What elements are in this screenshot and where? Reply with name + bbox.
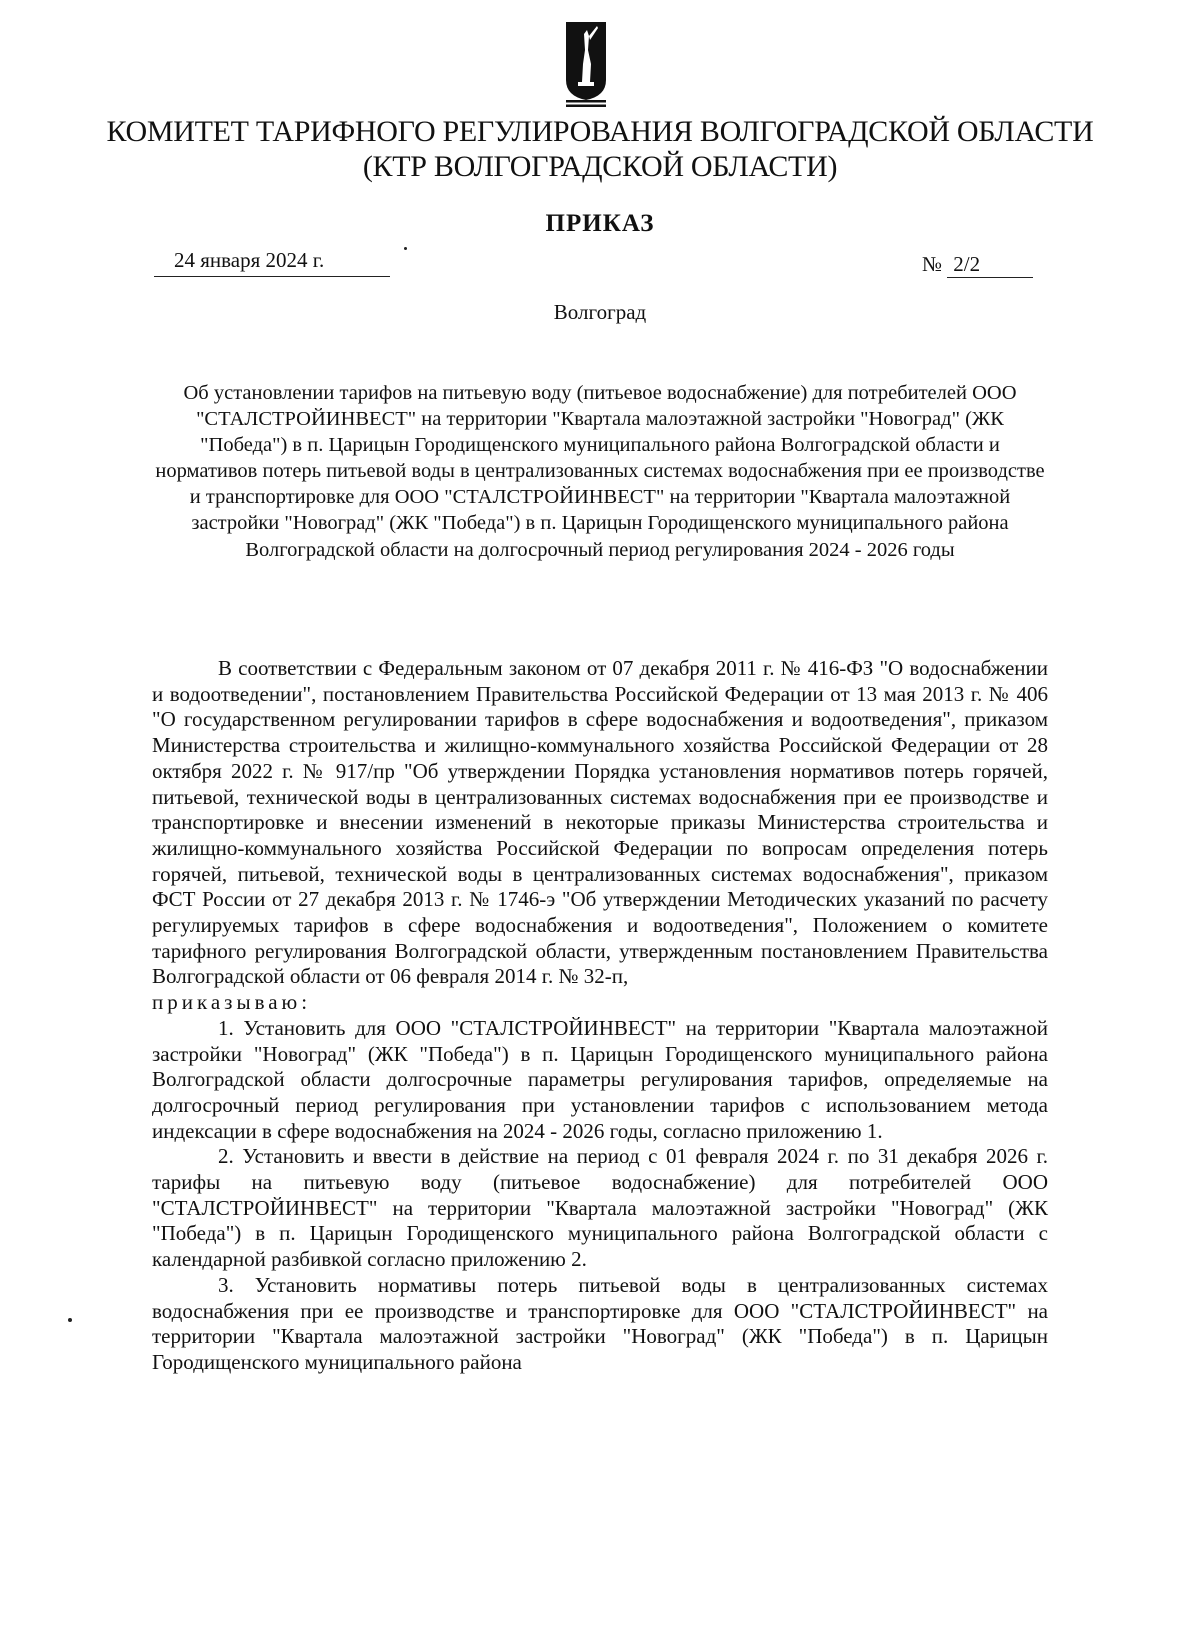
order-body: [152, 656, 1048, 1376]
volgograd-coat-of-arms-icon: [564, 20, 608, 108]
scan-speck: [404, 247, 407, 250]
organization-name: КОМИТЕТ ТАРИФНОГО РЕГУЛИРОВАНИЯ ВОЛГОГРАДСКОЙ ОБЛАСТИ: [106, 115, 1094, 148]
order-subject-title: Об установлении тарифов на питьевую воду (питьевое водоснабжение) для потребителей ООО "СТАЛСТРОЙИНВЕСТ" на территории "Квартала малоэтажной застройки "Новоград" (ЖК "Победа") в п. Царицын Городищенского муниципального района Волгоградской области и нормативов потерь питьевой воды в централизованных системах водоснабжения при ее производстве и транспортировке для ООО "СТАЛСТРОЙИНВЕСТ" на территории "Квартала малоэтажной застройки "Новоград" (ЖК "Победа") в п. Царицын Городищенского муниципального района Волгоградской области на долгосрочный период регулирования 2024 - 2026 годы: [155, 382, 1045, 561]
order-date: 24 января 2024 г.: [154, 248, 390, 277]
organization-short-name: (КТР ВОЛГОГРАДСКОЙ ОБЛАСТИ): [362, 150, 838, 183]
number-sign: №: [922, 252, 943, 276]
preamble-paragraph: В соответствии с Федеральным законом от 07 декабря 2011 г. № 416-ФЗ "О водоснабжении и водоотведении", постановлением Правительства Российской Федерации от 13 мая 2013 г. № 406 "О государственном регулировании тарифов в сфере водоснабжения и водоотведения", приказом Министерства строительства и жилищно-коммунального хозяйства Российской Федерации от 28 октября 2022 г. № 917/пр "Об утверждении Порядка установления нормативов потерь горячей, питьевой, технической воды в централизованных системах водоснабжения при ее производстве и транспортировке и внесении изменений в некоторые приказы Министерства строительства и жилищно-коммунального хозяйства Российской Федерации по вопросам определения потерь горячей, питьевой, технической воды в централизованных системах водоснабжения", приказом ФСТ России от 27 декабря 2013 г. № 1746-э "Об утверждении Методических указаний по расчету регулируемых тарифов в сфере водоснабжения и водоотведения", Положением о комитете тарифного регулирования Волгоградской области, утвержденным постановлением Правительства Волгоградской области от 06 февраля 2014 г. № 32-п,: [152, 656, 1048, 989]
document-type-title: ПРИКАЗ: [545, 210, 655, 237]
scan-speck: [68, 1318, 72, 1322]
item-1-paragraph: 1. Установить для ООО "СТАЛСТРОЙИНВЕСТ" на территории "Квартала малоэтажной застройки "Новоград" (ЖК "Победа") в п. Царицын Городищенского муниципального района Волгоградской области долгосрочные параметры регулирования тарифов, определяемые на долгосрочный период регулирования при установлении тарифов с использованием метода индексации в сфере водоснабжения на 2024 - 2026 годы, согласно приложению 1.: [152, 1015, 1048, 1143]
item-3-paragraph: 3. Установить нормативы потерь питьевой воды в централизованных системах водоснабжения при ее производстве и транспортировке для ООО "СТАЛСТРОЙИНВЕСТ" на территории "Квартала малоэтажной застройки "Новоград" (ЖК "Победа") в п. Царицын Городищенского муниципального района: [152, 1272, 1048, 1374]
item-2-paragraph: 2. Установить и ввести в действие на период с 01 февраля 2024 г. по 31 декабря 2026 г. тарифы на питьевую воду (питьевое водоснабжение) для потребителей ООО "СТАЛСТРОЙИНВЕСТ" на территории "Квартала малоэтажной застройки "Новоград" (ЖК "Победа") в п. Царицын Городищенского муниципального района Волгоградской области с календарной разбивкой согласно приложению 2.: [152, 1144, 1048, 1272]
order-number: [922, 252, 1033, 278]
order-city: Волгоград: [553, 300, 647, 324]
order-word: приказываю:: [152, 990, 312, 1015]
order-number-value: 2/2: [947, 252, 1033, 278]
